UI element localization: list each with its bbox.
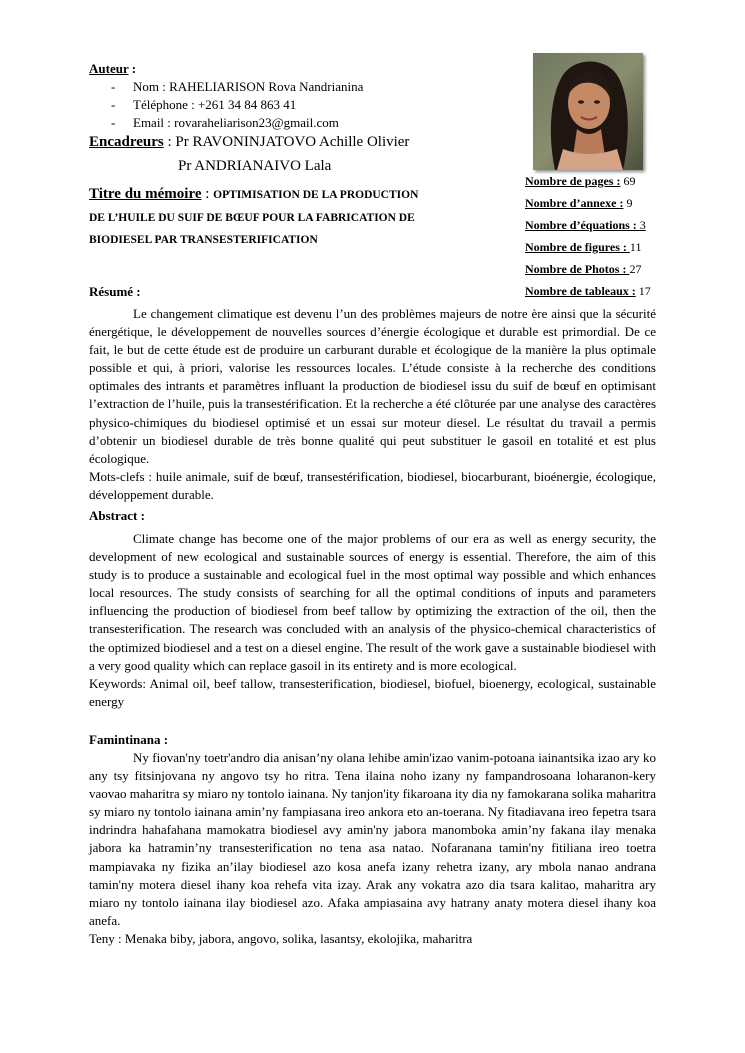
famintinana-section bbox=[89, 749, 656, 948]
famintinana-heading: Famintinana : bbox=[89, 732, 169, 747]
stat-tables-label: Nombre de tableaux : bbox=[525, 284, 636, 298]
thesis-title-line-1 bbox=[89, 185, 418, 204]
thesis-sep: : bbox=[201, 186, 214, 202]
author-email: Email : rovaraheliarison23@gmail.com bbox=[133, 115, 339, 130]
supervisor-second: Pr ANDRIANAIVO Lala bbox=[178, 158, 332, 174]
resume-keywords: Mots-clefs : huile animale, suif de bœuf, transestérification, biodiesel, biocarburant, bioénergie, écologique, développement durable. bbox=[89, 468, 656, 502]
author-sep: : bbox=[128, 61, 137, 76]
famintinana-text: Ny fiovan'ny toetr'andro dia anisan’ny olana lehibe amin'izao vanim-potoana iainantsika izao ary ko any tsy fitsinjovana ny angovo tsy ho ritra. Tena ilaina noho izany ny fampandrosoana loharanon-kery vaovao maharitra sy miaro ny tontolo iainana. Ny tanjon'ity fikaroana ity dia ny famokarana solika maharitra sy miaro ny tontolo iainana amin’ny fampiasana ireo ankora eto an-toerana. Ny fitadiavana ireo fepetra tsara indrindra hahafahana mamokatra biodiesel avy amin'ny jabora manomboka amin’ny fakana ilay menaka jabora ka hatramin’ny transesterification no tena asa natao. Nofaranana tamin'ny fitiliana ireo toetra mampiavaka ny fizika an’ilay biodiesel azo kosa anefa izany rehetra izany, ary mbola nanao andrana tamin'ny motera diesel ihany koa rehefa vita izay. Arak any vokatra azo dia tsara kalitao, maharitra ary miaro ny tontolo iainana ilay biodiesel azo. Afaka ampiasaina avy hatrany anaty motera diesel ihany koa anefa. bbox=[89, 750, 656, 928]
author-email-row: - Email : rovaraheliarison23@gmail.com bbox=[111, 115, 339, 130]
stat-annexes-value: 9 bbox=[623, 196, 633, 210]
stat-pages-value: 69 bbox=[620, 174, 636, 188]
author-phone: Téléphone : +261 34 84 863 41 bbox=[133, 97, 297, 112]
thesis-label: Titre du mémoire bbox=[89, 186, 202, 202]
famintinana-keywords: Teny : Menaka biby, jabora, angovo, solika, lasantsy, ekolojika, maharitra bbox=[89, 930, 473, 946]
stat-annexes bbox=[525, 196, 632, 211]
resume-section bbox=[89, 305, 656, 504]
stat-annexes-label: Nombre d’annexe : bbox=[525, 196, 624, 210]
supervisors-line-1 bbox=[89, 133, 409, 151]
supervisors-label: Encadreurs bbox=[89, 134, 164, 150]
abstract-section bbox=[89, 530, 656, 711]
stat-photos-label: Nombre de Photos : bbox=[525, 262, 630, 276]
stat-figures-label: Nombre de figures : bbox=[525, 240, 630, 254]
abstract-heading: Abstract : bbox=[89, 508, 145, 523]
stat-equations-label: Nombre d’équations : bbox=[525, 218, 640, 232]
thesis-title-part-3: BIODIESEL PAR TRANSESTERIFICATION bbox=[89, 234, 318, 246]
abstract-text: Climate change has become one of the major problems of our era as well as energy security, the development of new ecological and sustainable sources of energy is essential. Therefore, the aim of this study is to produce a sustainable and ecological fuel in the most optimal way possible and which enhances local resources. The study consists of searching for all the optimal conditions of inputs and parameters influencing the production of biodiesel from beef tallow by optimizing the extraction of the oil, then the transesterification. The research was concluded with an analysis of the physico-chemical characteristics of the optimized biodiesel and a test on a diesel engine. The result of the work gave a sustainable biodiesel with a very good quality which can replace gasoil in its entirety and is more ecological. bbox=[89, 531, 656, 673]
author-photo bbox=[533, 53, 643, 170]
stat-tables bbox=[525, 284, 651, 299]
supervisor-first: : Pr RAVONINJATOVO Achille Olivier bbox=[163, 134, 410, 150]
thesis-title-part-2: DE L’HUILE DU SUIF DE BŒUF POUR LA FABRICATION DE bbox=[89, 212, 415, 224]
author-heading bbox=[89, 60, 136, 78]
stat-figures bbox=[525, 240, 641, 255]
author-details bbox=[111, 78, 431, 132]
stat-figures-value: 11 bbox=[629, 240, 642, 254]
resume-text: Le changement climatique est devenu l’un des problèmes majeurs de notre ère ainsi que la sécurité énergétique, le développement de nouvelles sources d’énergie écologique et durable est primordial. De ce fait, le but de cette étude est de produire un carburant durable et écologique de la manière la plus optimale possible et qui, à priori, valorise les ressources locales. L’étude consiste à la recherche des conditions optimales des intrants et paramètres influant la production de biodiesel issu du suif de bœuf en optimisant l’extraction de l’huile, puis la transestérification. Et la recherche a été clôturée par une analyse des caractères physico-chimiques du biodiesel optimisé et un essai sur moteur diesel. Le résultat du travail a permis d’obtenir un biodiesel durable de très bonne qualité qui peut substituer le gasoil en totalité et est plus écologique. bbox=[89, 306, 656, 466]
stat-pages bbox=[525, 174, 635, 189]
author-name: Nom : RAHELIARISON Rova Nandrianina bbox=[133, 79, 364, 94]
stat-tables-value: 17 bbox=[635, 284, 651, 298]
resume-heading: Résumé : bbox=[89, 284, 141, 299]
abstract-keywords: Keywords: Animal oil, beef tallow, transesterification, biodiesel, biofuel, bioenergy, ecological, sustainable energy bbox=[89, 675, 656, 709]
portrait-image bbox=[533, 53, 643, 170]
stat-pages-label: Nombre de pages : bbox=[525, 174, 621, 188]
author-name-row: - Nom : RAHELIARISON Rova Nandrianina bbox=[111, 79, 364, 94]
author-phone-row: - Téléphone : +261 34 84 863 41 bbox=[111, 97, 297, 112]
author-label: Auteur bbox=[89, 61, 129, 76]
stat-photos bbox=[525, 262, 641, 277]
stat-equations-value: 3 bbox=[639, 218, 646, 232]
thesis-title-part-1: OPTIMISATION DE LA PRODUCTION bbox=[213, 189, 419, 201]
stat-photos-value: 27 bbox=[629, 262, 642, 276]
stat-equations bbox=[525, 218, 646, 233]
